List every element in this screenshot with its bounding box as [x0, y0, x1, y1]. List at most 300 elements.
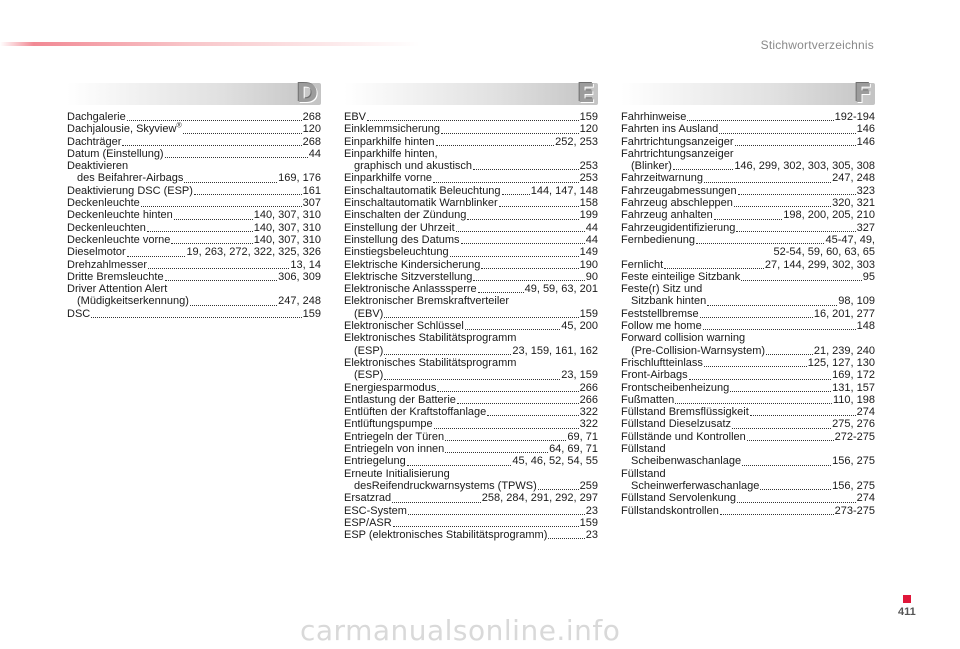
entry-term-text: Fahrzeugabmessungen: [621, 184, 737, 197]
entry-page-refs: 320, 321: [832, 197, 875, 210]
entry-page-refs: 69, 71: [567, 430, 598, 443]
entry-page-refs: 144, 147, 148: [530, 184, 598, 197]
dot-leader: [742, 465, 831, 466]
dot-leader: [747, 440, 834, 441]
index-entry: [344, 172, 598, 184]
letter-d: D: [296, 79, 318, 109]
index-entry: [621, 480, 875, 492]
entry-term-text: Elektronische Anlasssperre: [344, 283, 477, 296]
entry-term-text: Entlastung der Batterie: [344, 393, 456, 406]
index-entry: [621, 271, 875, 283]
index-entry: [621, 160, 875, 172]
header-accent-bar: [0, 42, 420, 46]
index-entry: [621, 492, 875, 504]
entry-term-text: Fahrhinweise: [621, 111, 687, 123]
entry-term: [631, 455, 741, 467]
entry-term: [631, 480, 759, 492]
dot-leader: [91, 317, 301, 318]
entry-term-text: Entlüften der Kraftstoffanlage: [344, 406, 487, 419]
index-entry: [67, 111, 321, 123]
entry-term: [67, 308, 90, 320]
index-entry-heading: Elektronischer Bremskraftverteiler: [344, 295, 510, 308]
entry-term: [344, 136, 435, 148]
entry-term: [344, 406, 486, 418]
dot-leader: [696, 243, 824, 244]
index-entry: [67, 246, 321, 258]
entry-page-refs: 148: [856, 320, 875, 333]
entry-term: [77, 295, 189, 307]
index-entry: [67, 209, 321, 221]
entry-term-text: Elektronischer Schlüssel: [344, 320, 464, 333]
entry-page-refs: 323: [856, 184, 875, 197]
section-title: Stichwortverzeichnis: [760, 38, 874, 52]
entry-term: [621, 418, 731, 430]
dot-leader: [183, 133, 302, 134]
index-entry: [621, 345, 875, 357]
dot-leader: [719, 133, 855, 134]
index-entry: [621, 320, 875, 332]
index-entry-heading: Deaktivieren: [67, 160, 129, 173]
entry-page-refs: 253: [579, 172, 598, 185]
index-entry-heading: Elektronisches Stabilitätsprogramm: [344, 332, 517, 345]
entry-term: [344, 259, 480, 271]
entry-page-refs: 44: [585, 221, 598, 234]
index-entry: [67, 271, 321, 283]
entry-page-refs: 156, 275: [832, 479, 875, 492]
entry-term: [621, 357, 703, 369]
entry-term-text: Energiesparmodus: [344, 381, 437, 394]
index-entry: [344, 308, 598, 320]
index-column-d: [67, 79, 321, 320]
dot-leader: [473, 169, 579, 170]
dot-leader: [457, 403, 579, 404]
dot-leader: [456, 231, 585, 232]
entry-term: [621, 406, 749, 418]
entry-page-refs: 192-194: [834, 111, 875, 123]
entry-term: [344, 431, 444, 443]
index-entry: [621, 505, 875, 517]
dot-leader: [703, 329, 856, 330]
entry-term: [67, 185, 193, 197]
entry-term-text: Dachjalousie, Skyview: [67, 123, 177, 136]
entry-term-text: Deckenleuchte: [67, 197, 140, 210]
index-entry: [344, 492, 598, 504]
entry-term: [344, 246, 449, 258]
dot-leader: [441, 133, 579, 134]
index-entry: [344, 418, 598, 430]
entry-term: [621, 111, 686, 123]
entry-term: [344, 172, 432, 184]
entry-term-text: Einparkhilfe hinten: [344, 135, 435, 148]
index-entry: [621, 394, 875, 406]
entry-page-refs: 159: [579, 307, 598, 320]
dot-leader: [461, 243, 585, 244]
letter-header-d: [67, 79, 321, 109]
index-entry: [621, 111, 875, 123]
index-entry: [344, 529, 598, 541]
entry-term: [354, 160, 472, 172]
dot-leader: [367, 120, 579, 121]
index-entry: [67, 197, 321, 209]
entry-term: [621, 197, 733, 209]
entry-term-text: Dachträger: [67, 135, 122, 148]
entry-page-refs: 45, 200: [561, 320, 598, 333]
dot-leader: [384, 379, 560, 380]
dot-leader: [730, 391, 831, 392]
dot-leader: [148, 268, 289, 269]
page-number: 411: [898, 606, 916, 618]
index-entry-heading: Füllstand: [621, 467, 666, 480]
entry-page-refs: 274: [856, 492, 875, 505]
dot-leader: [473, 280, 584, 281]
dot-leader: [675, 403, 832, 404]
index-entry-heading: Einparkhilfe hinten,: [344, 147, 438, 160]
entry-term: [621, 271, 740, 283]
entry-term: [344, 455, 406, 467]
entry-page-refs: 266: [579, 381, 598, 394]
index-entry: [621, 136, 875, 148]
entry-term: [621, 172, 703, 184]
entry-page-refs: 125, 127, 130: [807, 356, 875, 369]
entry-list-e: [344, 111, 598, 541]
entry-page-refs: 146, 299, 302, 303, 305, 308: [734, 160, 875, 173]
index-entry: [621, 185, 875, 197]
entry-term: [344, 209, 466, 221]
index-entry: [621, 431, 875, 443]
entry-page-refs: 159: [302, 307, 321, 320]
entry-term: [621, 136, 734, 148]
entry-page-refs: 149: [579, 246, 598, 259]
entry-page-refs: 306, 309: [278, 270, 321, 283]
entry-page-refs: 161: [302, 184, 321, 197]
entry-list-f: [621, 111, 875, 517]
dot-leader: [750, 415, 856, 416]
index-entry: [621, 455, 875, 467]
entry-page-refs: 95: [862, 270, 875, 283]
dot-leader: [664, 268, 764, 269]
entry-page-refs: 247, 248: [278, 295, 321, 308]
entry-page-refs: 131, 157: [832, 381, 875, 394]
entry-page-refs: 272-275: [834, 430, 875, 443]
entry-page-refs: 44: [308, 147, 321, 160]
index-entry: [67, 136, 321, 148]
dot-leader: [127, 256, 186, 257]
dot-leader: [465, 329, 560, 330]
entry-term-text: DSC: [67, 307, 91, 320]
entry-term-text: Fahrzeug abschleppen: [621, 197, 733, 210]
index-entry: [344, 209, 598, 221]
entry-page-refs: 120: [579, 123, 598, 136]
entry-page-refs: 13, 14: [290, 258, 321, 271]
dot-leader: [165, 280, 278, 281]
entry-page-refs: 140, 307, 310: [253, 209, 321, 222]
dot-leader: [704, 182, 831, 183]
dot-leader: [481, 268, 578, 269]
letter-header-f: [621, 79, 875, 109]
entry-page-refs: 140, 307, 310: [253, 233, 321, 246]
entry-term: [67, 271, 164, 283]
entry-term: [344, 492, 391, 504]
entry-page-refs: 21, 239, 240: [813, 344, 875, 357]
entry-term-text: (ESP): [354, 344, 384, 357]
entry-term: [344, 443, 444, 455]
entry-term-text: Follow me home: [621, 320, 702, 333]
index-entry-heading: Driver Attention Alert: [67, 283, 168, 296]
entry-term: [67, 197, 140, 209]
entry-term: [621, 492, 736, 504]
dot-leader: [141, 206, 302, 207]
dot-leader: [548, 538, 584, 539]
entry-term-text: Deckenleuchte vorne: [67, 233, 171, 246]
entry-term-text: ESP/ASR: [344, 516, 392, 529]
entry-term: [631, 160, 672, 172]
dot-leader: [714, 219, 783, 220]
entry-page-refs: 146: [856, 135, 875, 148]
entry-term: [344, 283, 477, 295]
dot-leader: [760, 489, 831, 490]
entry-term-text: Einschalten der Zündung: [344, 209, 467, 222]
entry-term-text: Entriegeln der Türen: [344, 430, 445, 443]
entry-term-text: (Pre-Collision-Warnsystem): [631, 344, 766, 357]
entry-page-refs: 327: [856, 221, 875, 234]
index-entry: [344, 197, 598, 209]
index-entry: [344, 382, 598, 394]
entry-term-text: Deckenleuchte hinten: [67, 209, 173, 222]
entry-page-refs: 159: [579, 516, 598, 529]
index-entry: [344, 234, 598, 246]
dot-leader: [538, 489, 579, 490]
entry-term-text: Scheinwerferwaschanlage: [631, 479, 760, 492]
entry-page-refs: 247, 248: [832, 172, 875, 185]
entry-term-text: Front-Airbags: [621, 369, 688, 382]
entry-page-refs: 146: [856, 123, 875, 136]
index-entry: [344, 480, 598, 492]
dot-leader: [450, 256, 579, 257]
entry-term-text: desReifendruckwarnsystems (TPWS): [354, 479, 537, 492]
entry-term-text: Elektrische Sitzverstellung: [344, 270, 473, 283]
dot-leader: [407, 465, 512, 466]
index-entry: [344, 320, 598, 332]
entry-page-refs: 275, 276: [832, 418, 875, 431]
index-entry: [344, 431, 598, 443]
dot-leader: [408, 514, 585, 515]
index-entry: [344, 369, 598, 381]
dot-leader: [194, 194, 302, 195]
index-entry: [621, 308, 875, 320]
entry-term: [67, 209, 173, 221]
entry-page-refs: 110, 198: [832, 393, 875, 406]
dot-leader: [174, 219, 253, 220]
dot-leader: [734, 206, 831, 207]
entry-term: [67, 234, 170, 246]
entry-term: [621, 320, 702, 332]
entry-term-text: Fußmatten: [621, 393, 675, 406]
dot-leader: [393, 526, 579, 527]
entry-term-text: Elektrische Kindersicherung: [344, 258, 481, 271]
entry-term: [354, 308, 383, 320]
entry-page-refs: 90: [585, 270, 598, 283]
index-entry: [344, 505, 598, 517]
entry-term: [67, 111, 126, 123]
entry-page-refs: 98, 109: [838, 295, 875, 308]
entry-term-text: Füllstände und Kontrollen: [621, 430, 746, 443]
index-entry: [67, 308, 321, 320]
dot-leader: [689, 379, 832, 380]
entry-term-text: Datum (Einstellung): [67, 147, 164, 160]
entry-term: [344, 222, 455, 234]
dot-leader: [445, 452, 548, 453]
entry-term-text: Einklemmsicherung: [344, 123, 440, 136]
entry-term-text: ESC-System: [344, 504, 407, 517]
index-entry: [621, 406, 875, 418]
entry-page-refs: 273-275: [834, 504, 875, 517]
entry-term-text: Deaktivierung DSC (ESP): [67, 184, 193, 197]
entry-term: [344, 271, 472, 283]
entry-term-text: Feste einteilige Sitzbank: [621, 270, 741, 283]
entry-term: [344, 517, 392, 529]
dot-leader: [384, 354, 511, 355]
entry-page-refs: 266: [579, 393, 598, 406]
entry-page-refs: 23, 159: [561, 369, 598, 382]
entry-term-text: Einschaltautomatik Warnblinker: [344, 197, 498, 210]
index-entry-heading: Füllstand: [621, 443, 666, 456]
entry-term-text: Einschaltautomatik Beleuchtung: [344, 184, 501, 197]
entry-page-refs: 44: [585, 233, 598, 246]
dot-leader: [720, 514, 834, 515]
entry-term: [67, 136, 121, 148]
entry-page-refs: 23, 159, 161, 162: [512, 344, 598, 357]
dot-leader: [700, 317, 813, 318]
index-entry-continuation: 52-54, 59, 60, 63, 65: [773, 246, 875, 259]
index-entry: [344, 283, 598, 295]
entry-term-text: (Blinker): [631, 160, 672, 173]
index-entry: [344, 123, 598, 135]
entry-page-refs: 198, 200, 205, 210: [783, 209, 875, 222]
dot-leader: [147, 231, 253, 232]
watermark-text: carmanualsonline.info: [300, 614, 621, 647]
entry-term: [344, 234, 460, 246]
dot-leader: [434, 428, 579, 429]
entry-term-text: Frischluftteinlass: [621, 356, 703, 369]
entry-page-refs: 268: [302, 135, 321, 148]
entry-page-refs: 23: [585, 529, 598, 542]
index-entry-heading: Forward collision warning: [621, 332, 746, 345]
entry-term: [621, 431, 746, 443]
entry-page-refs: 49, 59, 63, 201: [524, 283, 598, 296]
entry-page-refs: 169, 176: [278, 172, 321, 185]
dot-leader: [735, 145, 856, 146]
letter-f: F: [854, 79, 872, 109]
entry-term-text: Drehzahlmesser: [67, 258, 148, 271]
entry-term-text: Einstellung der Uhrzeit: [344, 221, 455, 234]
entry-term-text: Füllstandskontrollen: [621, 504, 719, 517]
index-entry: [344, 406, 598, 418]
entry-term-text: Fahrzeitwarnung: [621, 172, 703, 185]
index-column-e: [344, 79, 598, 542]
entry-page-refs: 169, 172: [832, 369, 875, 382]
entry-page-refs: 19, 263, 272, 322, 325, 326: [186, 246, 321, 259]
entry-term: [344, 505, 407, 517]
entry-term: [621, 234, 695, 246]
entry-term: [344, 111, 366, 123]
dot-leader: [384, 317, 578, 318]
index-entry: [344, 259, 598, 271]
dot-leader: [467, 219, 578, 220]
index-entry: [621, 123, 875, 135]
dot-leader: [741, 280, 862, 281]
dot-leader: [738, 194, 856, 195]
entry-term: [621, 222, 735, 234]
entry-page-refs: 190: [579, 258, 598, 271]
entry-term: [344, 197, 498, 209]
entry-term-text: graphisch und akustisch: [354, 160, 473, 173]
page-marker-square: [903, 595, 911, 603]
dot-leader: [732, 428, 831, 429]
entry-term-text: Fahrzeugidentifizierung: [621, 221, 736, 234]
index-entry: [621, 382, 875, 394]
entry-term-text: EBV: [344, 111, 367, 123]
index-entry: [621, 172, 875, 184]
entry-term: [67, 259, 147, 271]
entry-term: [354, 345, 383, 357]
index-entry-heading: Erneute Initialisierung: [344, 467, 450, 480]
letter-header-e: [344, 79, 598, 109]
index-entry: [344, 443, 598, 455]
index-entry: [67, 148, 321, 160]
entry-term-text: Fahrtrichtungsanzeiger: [621, 135, 734, 148]
index-entry: [621, 369, 875, 381]
entry-term-text: Fernbedienung: [621, 233, 696, 246]
entry-term: [354, 480, 537, 492]
index-entry: [67, 295, 321, 307]
dot-leader: [478, 292, 524, 293]
entry-term-text: Fahrzeug anhalten: [621, 209, 713, 222]
index-entry: [621, 234, 875, 246]
entry-term-text: Füllstand Bremsflüssigkeit: [621, 406, 749, 419]
index-entry: [67, 185, 321, 197]
index-entry: [621, 418, 875, 430]
entry-term-text: Einstellung des Datums: [344, 233, 460, 246]
entry-term: [621, 369, 688, 381]
entry-term: [621, 209, 713, 221]
entry-term-text: Feststellbremse: [621, 307, 699, 320]
dot-leader: [165, 157, 308, 158]
entry-term-text: Fahrten ins Ausland: [621, 123, 719, 136]
entry-term: [621, 394, 674, 406]
entry-superscript: ®: [176, 122, 182, 130]
index-entry: [621, 209, 875, 221]
entry-page-refs: 140, 307, 310: [253, 221, 321, 234]
entry-term-text: Entriegeln von innen: [344, 443, 445, 456]
entry-term: [344, 394, 456, 406]
dot-leader: [445, 440, 566, 441]
dot-leader: [487, 415, 578, 416]
entry-term: [344, 185, 501, 197]
entry-term: [631, 345, 765, 357]
entry-term: [621, 308, 699, 320]
entry-term: [621, 505, 719, 517]
index-entry: [621, 222, 875, 234]
index-entry-heading: Feste(r) Sitz und: [621, 283, 703, 296]
dot-leader: [704, 366, 807, 367]
entry-term: [631, 295, 706, 307]
index-entry: [67, 234, 321, 246]
letter-e: E: [577, 79, 595, 109]
entry-term-text: (EBV): [354, 307, 384, 320]
entry-term-text: (ESP): [354, 369, 384, 382]
dot-leader: [687, 120, 833, 121]
entry-page-refs: 268: [302, 111, 321, 123]
